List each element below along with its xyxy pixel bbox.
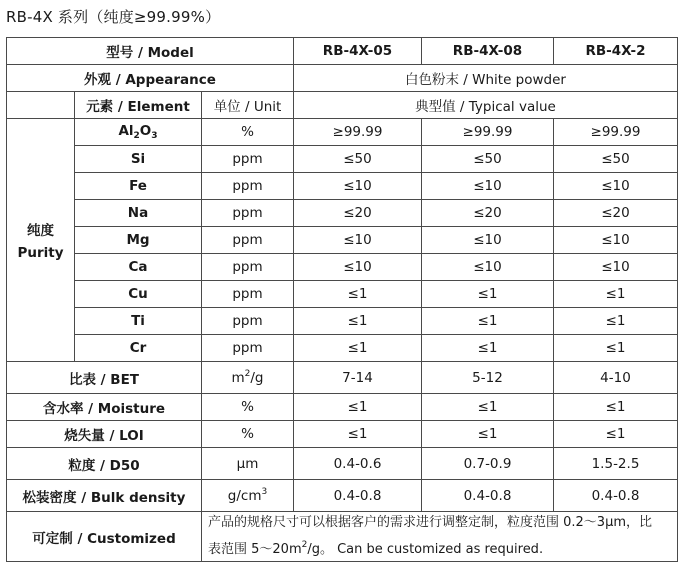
value-cell: ≤1 <box>294 394 422 421</box>
purity-row <box>7 200 678 227</box>
value-cell: ≤1 <box>554 335 678 362</box>
element-cell: Si <box>75 146 202 173</box>
unit-cell: ppm <box>202 254 294 281</box>
unit-cell: ppm <box>202 173 294 200</box>
value-cell: ≤10 <box>422 227 554 254</box>
value-cell: ≤1 <box>554 308 678 335</box>
value-cell: ≤10 <box>554 254 678 281</box>
element-header-row <box>7 92 678 119</box>
typical-value-label: 典型值 / Typical value <box>294 92 678 119</box>
unit-cell: $g/cm^3$ <box>202 480 294 512</box>
value-cell: 4-10 <box>554 362 678 394</box>
unit-cell: ppm <box>202 281 294 308</box>
value-cell: ≤10 <box>422 173 554 200</box>
value-cell: ≤10 <box>554 173 678 200</box>
element-cell: Mg <box>75 227 202 254</box>
unit-label: 单位 / Unit <box>202 92 294 119</box>
value-cell: ≤10 <box>554 227 678 254</box>
unit-cell: $m^2/g$ <box>202 362 294 394</box>
page-title: RB-4X 系列（纯度≥99.99%） <box>6 8 221 26</box>
element-cell: $Al_2O_3$ <box>75 119 202 146</box>
value-cell: ≤10 <box>294 173 422 200</box>
element-cell: Na <box>75 200 202 227</box>
property-row-loi <box>7 421 678 448</box>
value-cell: ≤50 <box>422 146 554 173</box>
purity-row <box>7 146 678 173</box>
value-cell: ≥99.99 <box>422 119 554 146</box>
value-cell: ≤1 <box>294 421 422 448</box>
element-cell: Ca <box>75 254 202 281</box>
model-col-2: RB-4X-08 <box>422 38 554 65</box>
value-cell: 0.7-0.9 <box>422 448 554 480</box>
property-label: 比表 / BET <box>7 362 202 394</box>
property-label: 烧失量 / LOI <box>7 421 202 448</box>
unit-cell: % <box>202 119 294 146</box>
value-cell: ≤1 <box>422 421 554 448</box>
value-cell: ≤50 <box>294 146 422 173</box>
property-label: 松装密度 / Bulk density <box>7 480 202 512</box>
value-cell: ≤10 <box>294 227 422 254</box>
spec-table <box>6 37 678 562</box>
value-cell: ≥99.99 <box>294 119 422 146</box>
value-cell: 5-12 <box>422 362 554 394</box>
value-cell: ≤1 <box>422 308 554 335</box>
appearance-label: 外观 / Appearance <box>7 65 294 92</box>
value-cell: ≤20 <box>554 200 678 227</box>
customized-note-line-2: 表范围 $5\sim 20m^2/g$。 Can be customized as required. <box>208 540 544 557</box>
value-cell: 0.4-0.8 <box>294 480 422 512</box>
purity-row <box>7 173 678 200</box>
property-label: 粒度 / D50 <box>7 448 202 480</box>
customized-note <box>202 512 678 562</box>
appearance-value: 白色粉末 / White powder <box>294 65 678 92</box>
value-cell: 1.5-2.5 <box>554 448 678 480</box>
value-cell: ≤1 <box>294 335 422 362</box>
model-label: 型号 / Model <box>7 38 294 65</box>
customized-row <box>7 512 678 562</box>
property-row-bulk-density <box>7 480 678 512</box>
value-cell: ≤20 <box>422 200 554 227</box>
element-cell: Ti <box>75 308 202 335</box>
value-cell: 0.4-0.8 <box>554 480 678 512</box>
value-cell: ≤10 <box>294 254 422 281</box>
value-cell: ≤10 <box>422 254 554 281</box>
value-cell: ≤20 <box>294 200 422 227</box>
blank-cell <box>7 92 75 119</box>
purity-row <box>7 119 678 146</box>
element-cell: Cu <box>75 281 202 308</box>
property-row-moisture <box>7 394 678 421</box>
purity-label <box>7 119 75 362</box>
purity-row <box>7 254 678 281</box>
value-cell: ≤1 <box>422 335 554 362</box>
unit-cell: μm <box>202 448 294 480</box>
value-cell: ≤1 <box>422 281 554 308</box>
unit-cell: % <box>202 394 294 421</box>
purity-label-en: Purity <box>17 245 64 261</box>
value-cell: ≤1 <box>554 421 678 448</box>
purity-row <box>7 281 678 308</box>
customized-label: 可定制 / Customized <box>7 512 202 562</box>
unit-cell: ppm <box>202 335 294 362</box>
property-row-bet <box>7 362 678 394</box>
unit-cell: % <box>202 421 294 448</box>
unit-cell: ppm <box>202 308 294 335</box>
purity-row <box>7 308 678 335</box>
model-row <box>7 38 678 65</box>
model-col-1: RB-4X-05 <box>294 38 422 65</box>
element-cell: Fe <box>75 173 202 200</box>
value-cell: 0.4-0.8 <box>422 480 554 512</box>
value-cell: ≤1 <box>422 394 554 421</box>
appearance-row <box>7 65 678 92</box>
unit-cell: ppm <box>202 146 294 173</box>
model-col-3: RB-4X-2 <box>554 38 678 65</box>
element-cell: Cr <box>75 335 202 362</box>
unit-cell: ppm <box>202 200 294 227</box>
value-cell: 7-14 <box>294 362 422 394</box>
purity-row <box>7 335 678 362</box>
purity-row <box>7 227 678 254</box>
unit-cell: ppm <box>202 227 294 254</box>
value-cell: 0.4-0.6 <box>294 448 422 480</box>
value-cell: ≤50 <box>554 146 678 173</box>
purity-label-zh: 纯度 <box>27 223 54 239</box>
element-label: 元素 / Element <box>75 92 202 119</box>
value-cell: ≤1 <box>554 394 678 421</box>
customized-note-line-1: 产品的规格尺寸可以根据客户的需求进行调整定制，粒度范围 0.2～3μm，比 <box>208 515 653 530</box>
value-cell: ≤1 <box>294 281 422 308</box>
value-cell: ≥99.99 <box>554 119 678 146</box>
property-label: 含水率 / Moisture <box>7 394 202 421</box>
value-cell: ≤1 <box>554 281 678 308</box>
property-row-d50 <box>7 448 678 480</box>
value-cell: ≤1 <box>294 308 422 335</box>
